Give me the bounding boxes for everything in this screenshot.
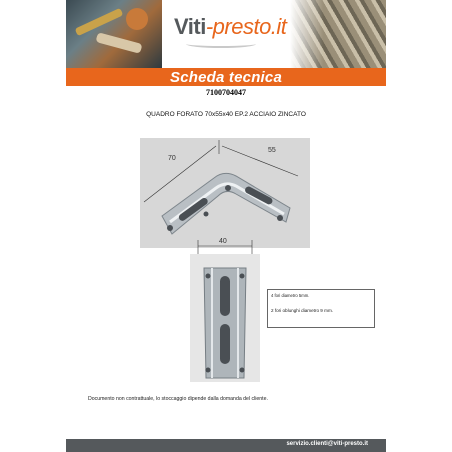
note-slotted-holes: 2 fori oblunghi diametro 9 mm. [271,308,334,313]
header-banner [66,0,386,68]
screws-photo [290,0,386,68]
bracket-photo-side [190,254,260,382]
bracket-photo-top [140,138,310,248]
dimension-label-a: 70 [168,155,176,162]
footer-bar [66,439,386,452]
note-round-holes: 4 fori diametro 5mm. [271,293,310,298]
tech-sheet-page [66,0,386,452]
footer-email[interactable]: servizio.clienti@viti-presto.it [286,441,368,447]
disclaimer-text: Documento non contrattuale, lo stoccaggio dipende dalla domanda del cliente. [88,396,268,402]
width-dimension [190,234,260,254]
title-bar [66,68,386,86]
logo-swoosh [186,40,256,48]
dimension-label-width: 40 [219,238,227,245]
tools-photo [66,0,162,68]
logo-accent-text: -presto.it [205,14,287,39]
brand-logo [174,14,286,40]
hole-notes-box [267,289,375,328]
logo-main-text: Viti [174,14,206,39]
product-description: QUADRO FORATO 70x55x40 EP.2 ACCIAIO ZINCATO [146,111,306,118]
page-title: Scheda tecnica [169,68,283,86]
dimension-label-b: 55 [268,147,276,154]
product-code: 7100704047 [206,88,246,97]
